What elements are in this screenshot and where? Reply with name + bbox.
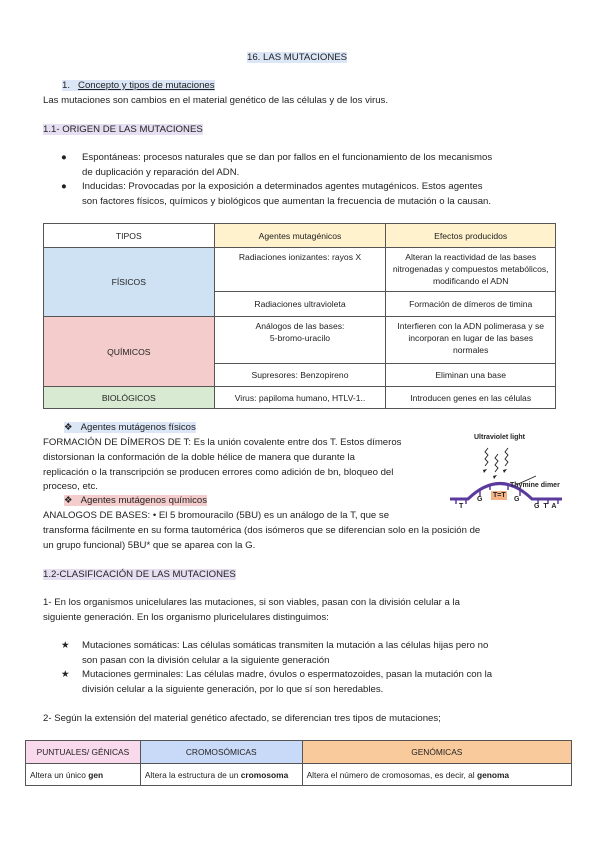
type-fisicos: FÍSICOS xyxy=(44,248,215,317)
mutation-star-list xyxy=(43,639,492,697)
table-cell: Alteran la reactividad de las bases nitrogenadas y compuestos metabólicos, modificando el ADN xyxy=(386,248,556,292)
list-item: ● Inducidas: Provocadas por la exposición a determinados agentes mutagénicos. Estos agentes son factores físicos, químicos y biológicos que aumentan la frecuencia de mutación o la causan. xyxy=(61,181,492,207)
diamond-bullet-icon: ❖ xyxy=(64,495,73,506)
base-label: T xyxy=(459,503,464,510)
type-biologicos: BIOLÓGICOS xyxy=(44,387,215,409)
text-line: un grupo funcional) 5BU* que se aparea con la G. xyxy=(43,539,256,551)
text-line: transforma fácilmente en su forma tautomérica (dos isómeros que se diferencian solo en la posición de xyxy=(43,524,481,536)
table-cell: Eliminan una base xyxy=(386,364,556,387)
bullet-icon: ● xyxy=(61,181,67,193)
uv-label: Ultraviolet light xyxy=(474,434,525,441)
text-line: FORMACIÓN DE DÍMEROS DE T: Es la unión covalente entre dos T. Estos dímeros xyxy=(43,437,402,448)
table-cell: Radiaciones ultravioleta xyxy=(214,292,386,317)
section12-paragraph2: 2- Según la extensión del material genético afectado, se diferencian tres tipos de mutaciones; xyxy=(43,713,441,724)
list-item: ● Espontáneas: procesos naturales que se dan por fallos en el funcionamiento de los mecanismos de duplicación y reparación del ADN. xyxy=(61,152,493,178)
section1-title: Concepto y tipos de mutaciones xyxy=(78,80,215,91)
table-cell: Altera un único gen xyxy=(26,764,141,786)
table-cell: Formación de dímeros de timina xyxy=(386,292,556,317)
mutagen-table xyxy=(43,223,556,409)
base-label: G T A xyxy=(534,503,558,510)
section12-paragraph1 xyxy=(43,596,460,626)
mutation-types-table xyxy=(25,740,572,786)
quimicos-heading: ❖ Agentes mutágenos químicos xyxy=(64,495,208,506)
header-cromosomicas: CROMOSÓMICAS xyxy=(140,741,302,764)
star-bullet-icon: ★ xyxy=(61,669,70,681)
table-cell: Interfieren con la ADN polimerasa y se incorporan en lugar de las bases normales xyxy=(386,317,556,364)
text-line: 1- En los organismos unicelulares las mutaciones, si son viables, pasan con la división celular a la xyxy=(43,597,461,608)
section11-heading: 1.1- ORIGEN DE LAS MUTACIONES xyxy=(43,124,203,135)
section1-heading xyxy=(62,80,215,91)
table-cell: Introducen genes en las células xyxy=(386,387,556,409)
text-line: ANALOGOS DE BASES: • El 5 bromouracilo (5BU) es un análogo de la T, que se xyxy=(43,510,390,521)
thymine-dimer-figure xyxy=(450,432,570,512)
table-cell: Radiaciones ionizantes: rayos X xyxy=(214,248,386,292)
text-line: distorsionan la conformación de la doble hélice de manera que durante la xyxy=(43,451,355,463)
section1-text: Las mutaciones son cambios en el material genético de las células y de los virus. xyxy=(43,95,389,106)
diamond-bullet-icon: ❖ xyxy=(64,422,73,433)
header-efectos: Efectos producidos xyxy=(386,224,556,248)
list-item: ★ Mutaciones somáticas: Las células somáticas transmiten la mutación a las células hijas pero no son pasan con la división celular a la siguiente generación xyxy=(61,640,489,666)
section1-number: 1. xyxy=(62,80,71,91)
header-genomicas: GENÓMICAS xyxy=(302,741,571,764)
text-line: proceso, etc. xyxy=(43,481,98,493)
fisicos-heading: ❖ Agentes mutágenos físicos xyxy=(64,422,196,433)
origin-list xyxy=(43,151,492,209)
text-line: replicación o la transcripción se producen errores como adición de bn, bloqueo del xyxy=(43,466,394,478)
dimer-bases: T=T xyxy=(493,492,506,499)
type-quimicos: QUÍMICOS xyxy=(44,317,215,387)
base-label: G xyxy=(514,496,520,503)
table-cell: Altera la estructura de un cromosoma xyxy=(140,764,302,786)
text-line: siguiente generación. En los organismo pluricelulares distinguimos: xyxy=(43,611,329,623)
header-tipos: TIPOS xyxy=(44,224,215,248)
star-bullet-icon: ★ xyxy=(61,640,70,651)
header-puntuales: PUNTUALES/ GÉNICAS xyxy=(26,741,141,764)
bullet-icon: ● xyxy=(61,152,67,163)
base-label: G xyxy=(477,496,483,503)
page-title: 16. LAS MUTACIONES xyxy=(247,52,348,63)
table-cell: Análogos de las bases: 5-bromo-uracilo xyxy=(214,317,386,364)
table-cell: Virus: papiloma humano, HTLV-1.. xyxy=(214,387,386,409)
fisicos-paragraph xyxy=(43,436,401,495)
quimicos-paragraph xyxy=(43,509,480,553)
uv-arrows-icon xyxy=(450,432,570,512)
table-cell: Supresores: Benzopireno xyxy=(214,364,386,387)
list-item: ★ Mutaciones germinales: Las células madre, óvulos o espermatozoides, pasan la mutación con la división celular a la siguiente generación, por lo que sí son heredables. xyxy=(61,669,493,695)
section12-heading: 1.2-CLASIFICACIÓN DE LAS MUTACIONES xyxy=(43,569,236,580)
table-cell: Altera el número de cromosomas, es decir, al genoma xyxy=(302,764,571,786)
header-agentes: Agentes mutagénicos xyxy=(214,224,386,248)
dimer-label: Thymine dimer xyxy=(510,482,560,489)
